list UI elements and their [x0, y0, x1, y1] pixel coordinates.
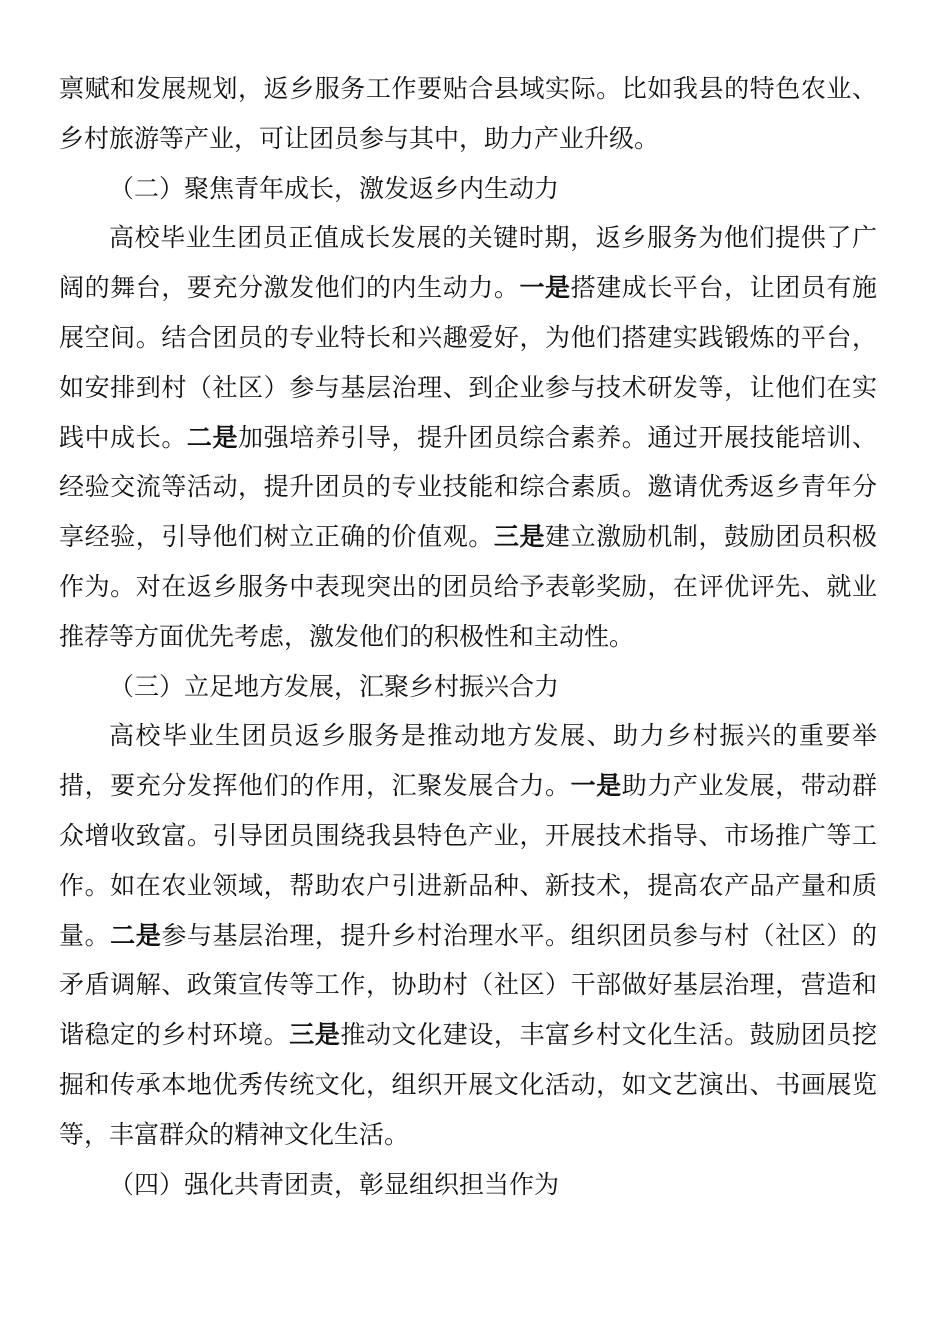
section-2-item-1-label: 一是 [519, 273, 571, 303]
section-3-item-2-label: 二是 [110, 920, 162, 950]
section-3-item-1-text: 助力产业发展，带动群众增收致富。引导团员围绕我县特色产业，开展技术指导、市场推广等工作。如在农业领域，帮助农户引进新品种、新技术，提高农产品产量和质量。 [59, 771, 877, 950]
section-heading-3: （三）立足地方发展，汇聚乡村振兴合力 [109, 671, 560, 701]
section-2-item-2-text: 加强培养引导，提升团员综合素养。通过开展技能培训、经验交流等活动，提升团员的专业技能和综合素质。邀请优秀返乡青年分享经验，引导他们树立正确的价值观。 [59, 422, 877, 552]
section-2-item-1-text: 搭建成长平台，让团员有施展空间。结合团员的专业特长和兴趣爱好，为他们搭建实践锻炼的平台，如安排到村（社区）参与基层治理、到企业参与技术研发等，让他们在实践中成长。 [59, 273, 877, 452]
section-3-item-3-text: 推动文化建设，丰富乡村文化生活。鼓励团员挖掘和传承本地优秀传统文化，组织开展文化活动，如文艺演出、书画展览等，丰富群众的精神文化生活。 [59, 1020, 877, 1149]
section-3-item-2-text: 参与基层治理，提升乡村治理水平。组织团员参与村（社区）的矛盾调解、政策宣传等工作，协助村（社区）干部做好基层治理，营造和谐稳定的乡村环境。 [59, 920, 877, 1050]
section-heading-2: （二）聚焦青年成长，激发返乡内生动力 [109, 173, 560, 203]
section-3-paragraph [59, 711, 877, 1159]
section-3-item-3-label: 三是 [289, 1020, 341, 1050]
section-2-item-2-label: 二是 [186, 422, 239, 452]
section-2-item-3-text: 建立激励机制，鼓励团员积极作为。对在返乡服务中表现突出的团员给予表彰奖励，在评优评先、就业推荐等方面优先考虑，激发他们的积极性和主动性。 [59, 522, 877, 651]
section-heading-4: （四）强化共青团责，彰显组织担当作为 [109, 1169, 560, 1199]
intro-paragraph: 禀赋和发展规划，返乡服务工作要贴合县域实际。比如我县的特色农业、乡村旅游等产业，可让团员参与其中，助力产业升级。 [59, 74, 877, 153]
section-2-paragraph [59, 213, 877, 661]
section-2-item-3-label: 三是 [493, 522, 546, 552]
section-2-intro-text: 高校毕业生团员正值成长发展的关键时期，返乡服务为他们提供了广阔的舞台，要充分激发他们的内生动力。 [59, 223, 877, 303]
document-page [59, 64, 877, 1209]
section-3-intro-text: 高校毕业生团员返乡服务是推动地方发展、助力乡村振兴的重要举措，要充分发挥他们的作用，汇聚发展合力。 [59, 721, 877, 801]
section-3-item-1-label: 一是 [570, 771, 622, 801]
